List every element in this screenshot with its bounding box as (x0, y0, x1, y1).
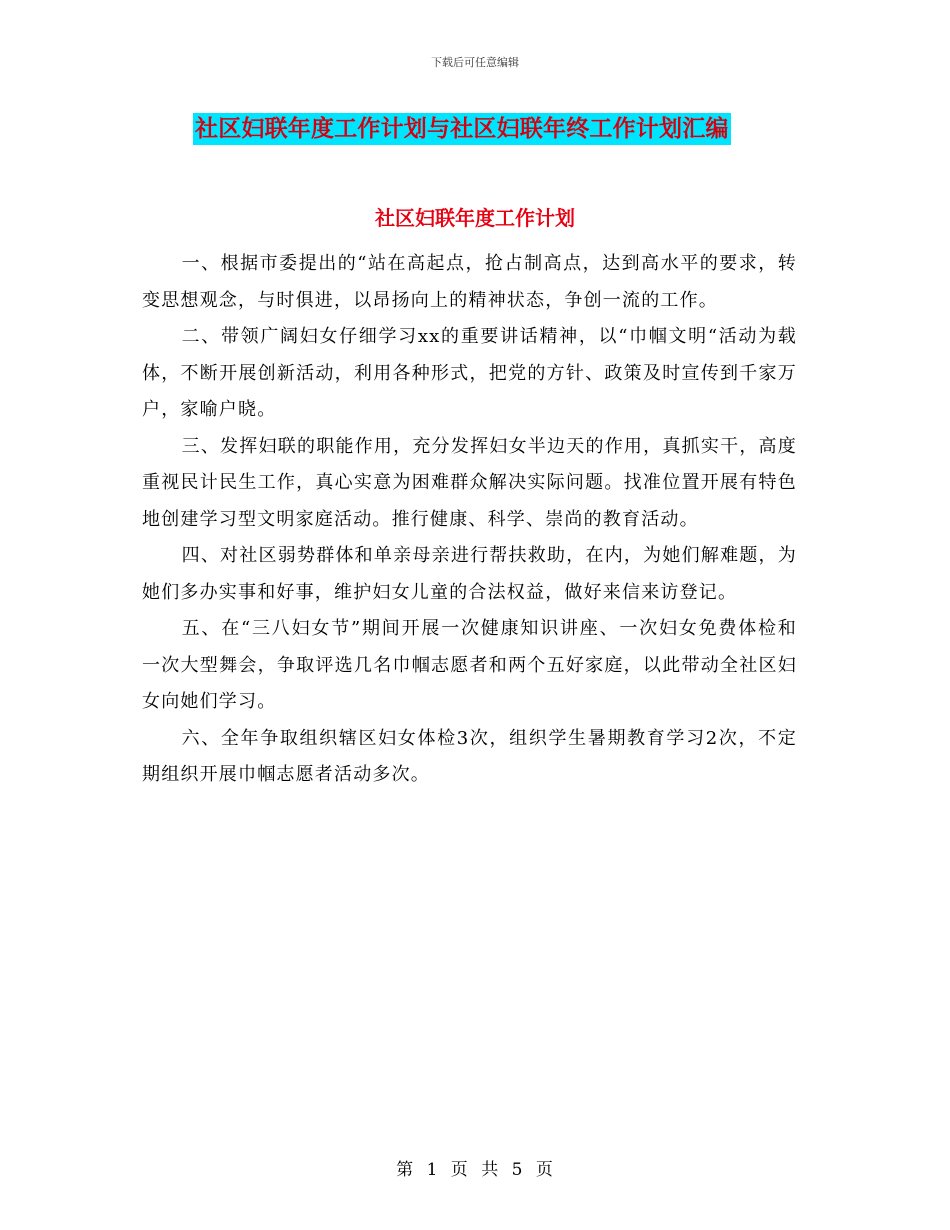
paragraph-5: 五、在“三八妇女节”期间开展一次健康知识讲座、一次妇女免费体检和一次大型舞会，争取评选几名巾帼志愿者和两个五好家庭，以此带动全社区妇女向她们学习。 (142, 618, 797, 712)
page-label-prefix: 第 (396, 1160, 415, 1180)
paragraph-4: 四、对社区弱势群体和单亲母亲进行帮扶救助，在内，为她们解难题，为她们多办实事和好事，维护妇女儿童的合法权益，做好来信来访登记。 (142, 545, 797, 603)
header-note: 下载后可任意编辑 (431, 56, 519, 69)
page-label-suffix: 页 (535, 1160, 554, 1180)
page-label-mid: 页 (450, 1160, 469, 1180)
total-pages: 5 (511, 1160, 524, 1180)
page-footer (0, 1155, 950, 1180)
page-number: 1 (426, 1160, 439, 1180)
paragraph-2: 二、带领广阔妇女仔细学习xx的重要讲话精神，以“巾帼文明“活动为载体，不断开展创新活动，利用各种形式，把党的方针、政策及时宣传到千家万户，家喻户晓。 (142, 326, 797, 420)
paragraph-3: 三、发挥妇联的职能作用，充分发挥妇女半边天的作用，真抓实干，高度重视民计民生工作，真心实意为困难群众解决实际问题。找准位置开展有特色地创建学习型文明家庭活动。推行健康、科学、崇尚的教育活动。 (142, 435, 797, 530)
paragraph-6: 六、全年争取组织辖区妇女体检3次，组织学生暑期教育学习2次，不定期组织开展巾帼志愿者活动多次。 (142, 727, 797, 785)
page-label-total-prefix: 共 (481, 1160, 500, 1180)
document-body (142, 246, 797, 794)
document-title: 社区妇联年度工作计划与社区妇联年终工作计划汇编 (193, 113, 731, 145)
paragraph-1: 一、根据市委提出的“站在高起点，抢占制高点，达到高水平的要求，转变思想观念，与时俱进，以昂扬向上的精神状态，争创一流的工作。 (142, 253, 797, 311)
section-title: 社区妇联年度工作计划 (375, 206, 575, 230)
